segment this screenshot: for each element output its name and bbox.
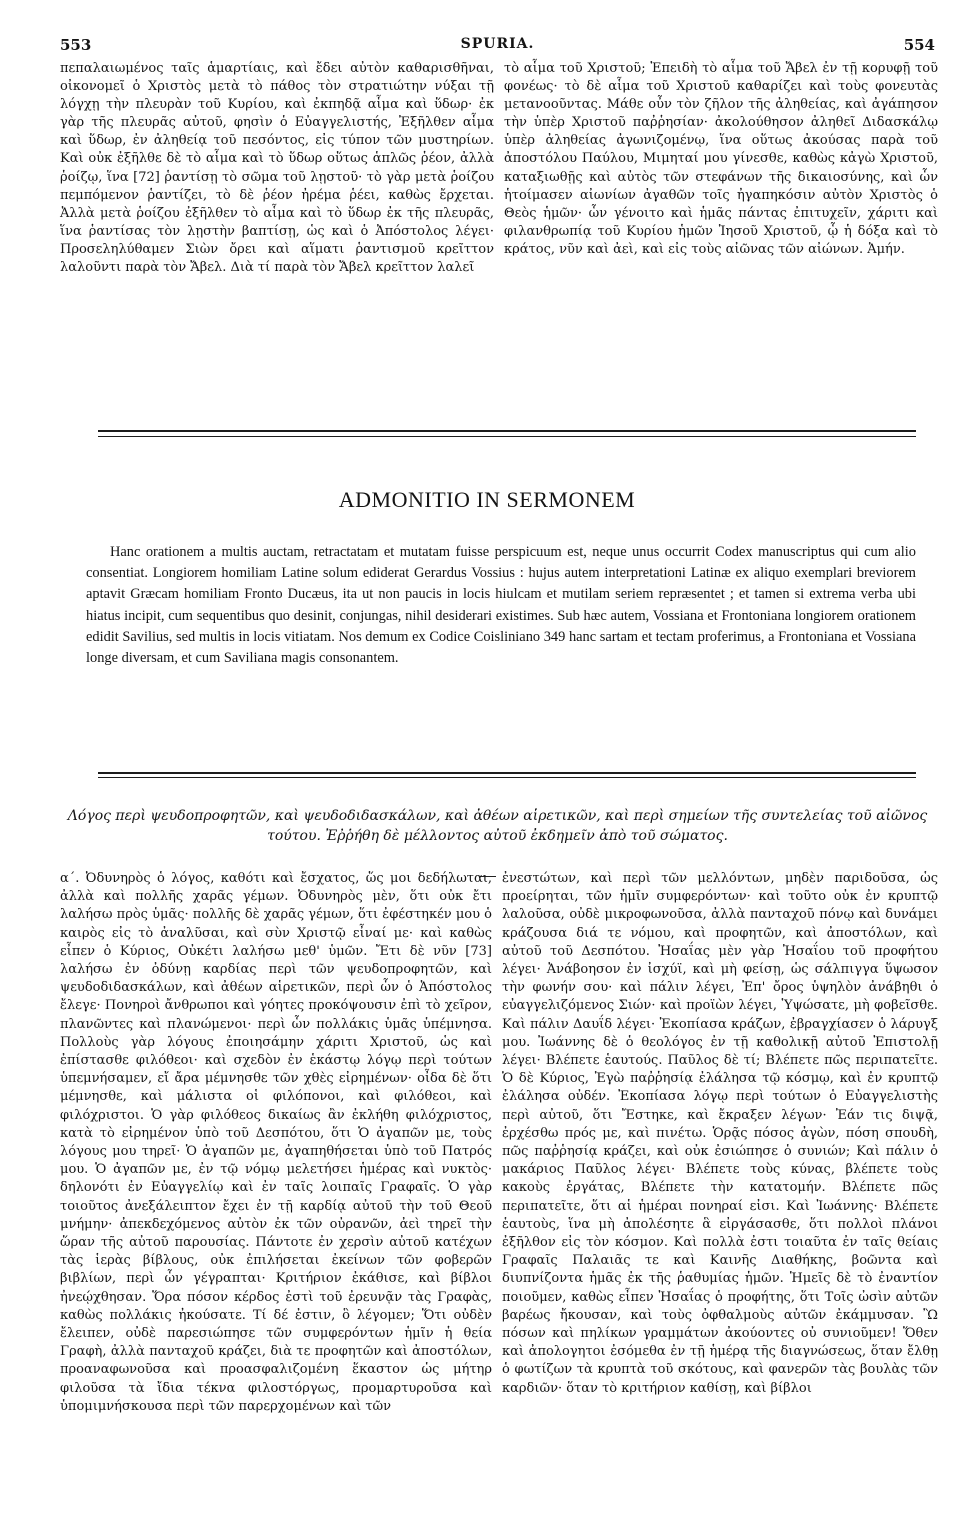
admonitio-body: Hanc orationem a multis auctam, retractatam et mutatam fuisse perspicuum est, neque unus occurrit Codex manuscriptus qui cum alio consentiat. Longiorem homiliam Latine solum ediderat Gerardus Vossius : hujus autem interpretationi Latinæ ex aliquo exemplari breviorem aptavit Græcam homiliam Fronto Ducæus, ita ut non paucis in locis hiulcam et mutilam seriem repræsentet ; et tamen si extrema verba ubi hiatus incipit, cum sequentibus quo desinit, conjungas, nihil desiderari existimes. Sub hæc autem, Vossiana et Frontoniana longiorem orationem edidit Savilius, sed multis in locis vitiatam. Nos demum ex Codice Coisliniano 349 hanc sartam et tectam proferimus, a Frontoniana et Vossiana longe diversam, et cum Saviliana magis consonantem. xyxy=(86,544,916,667)
left-page-number: 553 xyxy=(60,36,92,54)
bottom-right-column xyxy=(502,870,938,1398)
page-header xyxy=(60,36,935,56)
section-divider-thin xyxy=(98,436,916,437)
right-page-number: 554 xyxy=(903,36,935,54)
bottom-left-column xyxy=(60,870,492,1416)
top-right-column xyxy=(504,60,938,259)
admonitio-title: ADMONITIO IN SERMONEM xyxy=(338,487,636,512)
bottom-right-text: ἐνεστώτων, καὶ περὶ τῶν μελλόντων, μηδὲν παριδοῦσα, ὡς προείρηται, τῶν ἡμῖν συμφερόντων· καὶ τοῦτο οὐκ ἐν κρυπτῷ λαλοῦσα, οὐδὲ μικροφωνοῦσα, ἀλλὰ πανταχοῦ πόνῳ καὶ δυνάμει κράζουσα διά τε νόμου, καὶ προφητῶν, καὶ ἀποστόλων, καὶ αὐτοῦ τοῦ Δεσπότου. Ἠσαΐας μὲν γὰρ Ἠσαΐου τοῦ προφήτου λέγει· Ἀνάβοησον ἐν ἰσχύϊ, καὶ μὴ φείσῃ, ὡς σάλπιγγα ὕψωσον τὴν φωνήν σου· καὶ πάλιν λέγει, Ἐπ' ὄρος ὑψηλὸν ἀνάβηθι ὁ εὐαγγελιζόμενος Σιών· καὶ προϊὼν λέγει, Ὑψώσατε, μὴ φοβεῖσθε. Καὶ πάλιν Δαυΐδ λέγει· Ἐκοπίασα κράζων, ἐβραγχίασεν ὁ λάρυγξ μου. Ἰωάννης δὲ ὁ θεολόγος ἐν τῇ καθολικῇ αὐτοῦ Ἐπιστολῇ λέγει· Βλέπετε ἑαυτούς. Παῦλος δὲ τί; Βλέπετε πῶς περιπατεῖτε. Ὁ δὲ Κύριος, Ἐγὼ παῤῥησίᾳ ἐλάλησα τῷ κόσμῳ, καὶ ἐν κρυπτῷ ἐλάλησα οὐδέν. Ἐκοπίασα λόγῳ περὶ τούτων ὁ Εὐαγγελιστὴς περὶ αὐτοῦ, ὅτι Ἔστηκε, καὶ ἔκραξεν λέγων· Ἐάν τις διψᾷ, ἐρχέσθω πρός με, καὶ πινέτω. Ὁρᾷς πόσος ἀγὼν, πόση σπουδὴ, πῶς παῤῥησίᾳ κράζει, καὶ οὐκ ἐσιώπησε ὁ συνιών; Καὶ πάλιν ὁ μακάριος Παῦλος λέγει· Βλέπετε τοὺς κύνας, βλέπετε τοὺς κακοὺς ἐργάτας, Βλέπετε τὴν κατατομήν. Βλέπετε πῶς περιπατεῖτε, ὅτι αἱ ἡμέραι πονηραί εἰσι. Καὶ Ἰωάννης· Βλέπετε ἑαυτοὺς, ἵνα μὴ ἀπολέσητε ἃ εἰργάσασθε, ὅτι πολλοὶ πλάνοι ἐξῆλθον εἰς τὸν κόσμον. Καὶ πολλὰ ἐστι τοιαῦτα ἐν ταῖς θείαις Γραφαῖς Παλαιᾶς τε καὶ Καινῆς Διαθήκης, βοῶντα καὶ διυπνίζοντα ἡμᾶς ἐκ τῆς ῥαθυμίας ἡμῶν. Ἡμεῖς δὲ τὸ ἐναντίον ποιοῦμεν, καθὼς εἶπεν Ἠσαΐας ὁ προφήτης, ὅτι Τοῖς ὠσὶν αὐτῶν βαρέως ἤκουσαν, καὶ τοὺς ὀφθαλμοὺς αὐτῶν ἐκάμμυσαν. Ὢ πόσων καὶ πηλίκων γραμμάτων ἀκούοντες οὐ συνιοῦμεν! Ὅθεν καὶ ἀπολογητοι ἐσόμεθα ἐν τῇ ἡμέρᾳ τῆς διαγνώσεως, ὅταν ἔλθῃ ὁ φωτίζων τὰ κρυπτὰ τοῦ σκότους, καὶ φανερῶν τὰς βουλὰς τῶν καρδιῶν· ὅταν τὸ κριτήριον καθίσῃ, καὶ βίβλοι xyxy=(502,871,938,1396)
lower-divider-thin xyxy=(98,777,916,778)
bottom-left-text: α΄. Ὀδυνηρὸς ὁ λόγος, καθότι καὶ ἔσχατος, ὥς μοι δεδήλωται, ἀλλὰ καὶ πολλῆς χαρᾶς γέμων. Ὀδυνηρὸς μὲν, ὅτι οὐκ ἔτι λαλήσω πρὸς ὑμᾶς· πολλῆς δὲ χαρᾶς γέμων, ὅτι ἐφέστηκέν μου ὁ καιρὸς εἰς τὸ ἀναλῦσαι, καὶ σὺν Χριστῷ εἶναί με· καὶ καθὼς εἶπεν ὁ Κύριος, Οὐκέτι λαλήσω μεθ' ὑμῶν. Ἔτι δὲ νῦν [73] λαλήσω ἐν ὀδύνῃ καρδίας περὶ τῶν ψευδοπροφητῶν, καὶ ψευδοδιδασκάλων, καὶ ἀθέων αἱρετικῶν, περὶ ὧν ὁ Ἀπόστολος ἔλεγε· Πονηροὶ ἄνθρωποι καὶ γόητες προκόψουσιν ἐπὶ τὸ χεῖρον, πλανῶντες καὶ πλανώμενοι· περὶ ὧν πολλάκις ὑμᾶς ὑπέμνησα. Πολλοὺς γὰρ λόγους ἐποιησάμην χάριτι Χριστοῦ, ὡς καὶ ἐπίστασθε φιλόθεοι· καὶ σχεδὸν ἐν ἑκάστῳ λόγῳ περὶ τούτων ὑπεμνήσαμεν, εἴ ἄρα μέμνησθε τῶν χθὲς εἰρημένων· οἶδα δὲ ὅτι μέμνησθε, καὶ μάλιστα οἱ φιλόπονοι, καὶ φιλόθεοι, καὶ φιλόχριστοι. Ὁ γὰρ φιλόθεος δικαίως ἂν ἐκλήθη φιλόχριστος, κατὰ τὸ εἰρημένον ὑπὸ τοῦ Δεσπότου, ὅτι Ὁ ἀγαπῶν με, τοὺς λόγους μου τηρεῖ· Ὁ ἀγαπῶν με, ἀγαπηθήσεται ὑπὸ τοῦ Πατρός μου. Ὁ ἀγαπῶν με, ἐν τῷ νόμῳ μελετήσει ἡμέρας καὶ νυκτὸς· δηλονότι ἐν Εὐαγγελίῳ καὶ ἐν ταῖς λοιπαῖς Γραφαῖς. Ὁ γὰρ τοιοῦτος ἀνεξάλειπτον ἔχει ἐν τῇ καρδίᾳ αὐτοῦ τὴν τοῦ Θεοῦ μνήμην· ἀπεκδεχόμενος αὐτὸν ἐκ τῶν οὐρανῶν, ἀεὶ τηρεῖ τὴν ὥραν τῆς αὐτοῦ παρουσίας. Πάντοτε ἐν χερσὶν αὐτοῦ κατέχων τὰς ἱερὰς βίβλους, οὐκ ἐπιλήσεται ἐκείνων τῶν φοβερῶν βιβλίων, περὶ ὧν γέγραπται· Κριτήριον ἐκάθισε, καὶ βίβλοι ἠνεῴχθησαν. Ὅρα πόσον κέρδος ἐστὶ τοῦ ἐρευνᾷν τὰς Γραφὰς, καθὼς πολλάκις ἠκούσατε. Τί δέ ἐστιν, ὃ λέγομεν; Ὅτι οὐδὲν ἔλειπεν, οὐδὲ παρεσιώπησε τῶν συμφερόντων ἡμῖν ἡ θεία Γραφὴ, ἀλλὰ πανταχοῦ κράζει, διὰ τε προφητῶν καὶ ἀποστόλων, προαναφωνοῦσα καὶ προασφαλιζομένη ἕκαστον ὡς μήτηρ φιλοῦσα τὰ ἴδια τέκνα φιλοστόργως, προμαρτυροῦσα καὶ ὑπομιμνήσκουσα περὶ τῶν παρερχομένων καὶ τῶν xyxy=(60,871,492,1414)
top-right-text: τὸ αἷμα τοῦ Χριστοῦ; Ἐπειδὴ τὸ αἷμα τοῦ Ἄβελ ἐν τῇ κορυφῇ τοῦ φονέως· τὸ δὲ αἷμα τοῦ Χριστοῦ καθαρίζει καὶ τοὺς φονευτὰς μετανοοῦντας. Μάθε οὖν τὸν ζῆλον τῆς ἀληθείας, καὶ ἀγάπησον τὴν ὑπὲρ Χριστοῦ παῤῥησίαν· ἀκολούθησον ἀληθεῖ Διδασκάλῳ ὑπὲρ ἀληθείας ἀγωνιζομένῳ, ἵνα οὕτως ἀκούσας παρὰ τοῦ ἀποστόλου Παύλου, Μιμηταί μου γίνεσθε, καθὼς κἀγὼ Χριστοῦ, καταξιωθῇς καὶ αὐτὸς τῶν στεφάνων τῆς δικαιοσύνης, καὶ ὧν ἡτοίμασεν αἰωνίων ἀγαθῶν τοῖς ἠγαπηκόσιν αὐτὸν Χριστὸς ὁ Θεὸς ἡμῶν· ὧν γένοιτο καὶ ἡμᾶς πάντας ἐπιτυχεῖν, χάριτι καὶ φιλανθρωπίᾳ τοῦ Κυρίου ἡμῶν Ἰησοῦ Χριστοῦ, ᾧ ἡ δόξα καὶ τὸ κράτος, νῦν καὶ ἀεὶ, καὶ εἰς τοὺς αἰῶνας τῶν αἰώνων. Ἀμήν. xyxy=(504,61,938,257)
top-left-column xyxy=(60,60,494,277)
lower-divider-thick xyxy=(98,772,916,774)
section-divider-thick xyxy=(98,430,916,432)
sermon-title: Λόγος περὶ ψευδοπροφητῶν, καὶ ψευδοδιδασκάλων, καὶ ἀθέων αἱρετικῶν, καὶ περὶ σημείων τῆς συντελείας τοῦ αἰῶνος τούτου. Ἐῤῥήθη δὲ μέλλοντος αὐτοῦ ἐκδημεῖν ἀπὸ τοῦ σώματος. xyxy=(67,808,928,844)
top-left-text: πεπαλαιωμένος ταῖς ἁμαρτίαις, καὶ ἔδει αὐτὸν καθαρισθῆναι, οἰκονομεῖ ὁ Χριστὸς μετὰ τὸ πάθος τὸν στρατιώτην νύξαι τῇ λόγχῃ τὴν πλευρὰν τοῦ Κυρίου, καὶ ἐκπηδᾷ αἷμα καὶ ὕδωρ· ἐκ γὰρ τῆς πλευρᾶς αὐτοῦ, φησὶν ὁ Εὐαγγελιστής, Ἐξῆλθεν αἷμα καὶ ὕδωρ, ἐν ἀληθείᾳ τοῦ πεσόντος, εἰς τύπον τῶν μυστηρίων. Καὶ οὐκ ἐξῆλθε δὲ τὸ αἷμα καὶ τὸ ὕδωρ οὕτως ἁπλῶς ῥέον, ἀλλὰ ῥοίζῳ, ἵνα [72] ῥαντίσῃ τὸ σῶμα τοῦ λῃστοῦ· τὸ γὰρ μετὰ ῥοίζου πεμπόμενον ῥαντίζει, τὸ δὲ ῥέον ἠρέμα ῥέει, καθὼς ἔρχεται. Ἀλλὰ μετὰ ῥοίζου ἐξῆλθεν τὸ αἷμα καὶ τὸ ὕδωρ ἐκ τῆς πλευρᾶς, ἵνα ῥαντίσας τὸν λῃστὴν βαπτίσῃ, ὡς καὶ ὁ Ἀπόστολος λέγει· Προσεληλύθαμεν Σιὼν ὄρει καὶ αἵματι ῥαντισμοῦ κρεῖττον λαλοῦντι παρὰ τὸν Ἄβελ. Διὰ τί παρὰ τὸν Ἄβελ κρεῖττον λαλεῖ xyxy=(60,61,494,276)
running-title: SPURIA. xyxy=(460,36,535,52)
